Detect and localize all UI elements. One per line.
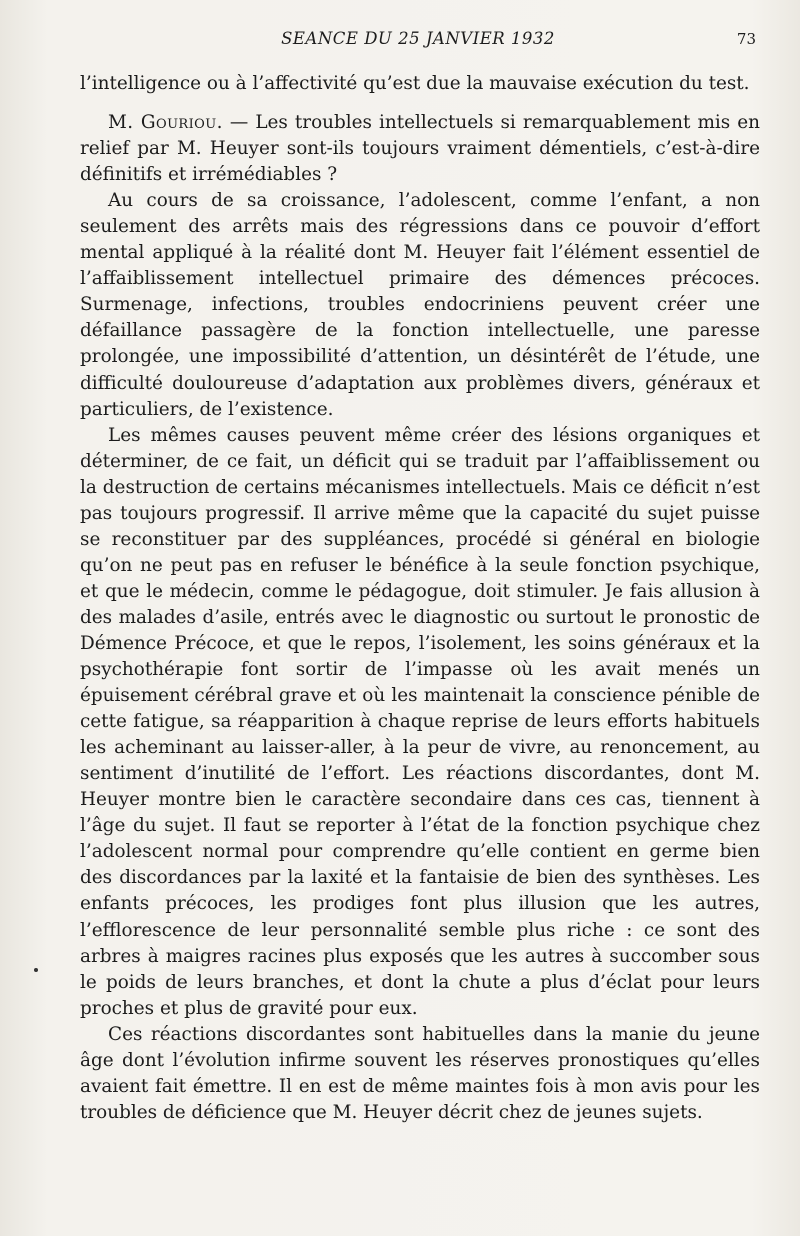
margin-dot — [34, 968, 38, 972]
paragraph-reactions: Ces réactions discordantes sont habituelles dans la manie du jeune âge dont l’évolution infirme souvent les réserves pronostiques qu’elles avaient fait émettre. Il en est de même maintes fois à mon avis pour les troubles de déficience que M. Heuyer décrit chez de jeunes sujets. — [80, 1023, 760, 1123]
speaker-name: M. Gouriou. — [108, 112, 223, 134]
running-title: SEANCE DU 25 JANVIER 1932 — [281, 29, 555, 48]
paragraph-gouriou — [80, 110, 760, 188]
speaker-text: — Les troubles intellectuels si remarquablement mis en relief par M. Heuyer sont-ils toujours vraiment démentiels, c’est-à-dire définitifs et irrémédiables ? — [80, 112, 760, 186]
page-number: 73 — [736, 30, 756, 48]
paragraph-adolescent: Au cours de sa croissance, l’adolescent, comme l’enfant, a non seulement des arrêts mais des régressions dans ce pouvoir d’effort mental appliqué à la réalité dont M. Heuyer fait l’élément essentiel de l’affaiblissement intellectuel primaire des démences précoces. Surmenage, infections, troubles endocriniens peuvent créer une défaillance passagère de la fonction intellectuelle, une paresse prolongée, une impossibilité d’attention, un désintérêt de l’étude, une difficulté douloureuse d’adaptation aux problèmes divers, généraux et particuliers, de l’existence. — [80, 190, 760, 420]
running-head — [80, 26, 756, 52]
body-text — [80, 71, 760, 1126]
paragraph-continuation: l’intelligence ou à l’affectivité qu’est due la mauvaise exécution du test. — [80, 73, 750, 94]
paragraph-memes-causes: Les mêmes causes peuvent même créer des lésions organiques et déterminer, de ce fait, un déficit qui se traduit par l’affaiblissement ou la destruction de certains mécanismes intellectuels. Mais ce déficit n’est pas toujours progressif. Il arrive même que la capacité du sujet puisse se reconstituer par des suppléances, procédé si général en biologie qu’on ne peut pas en refuser le bénéfice à la seule fonction psychique, et que le médecin, comme le pédagogue, doit stimuler. Je fais allusion à des malades d’asile, entrés avec le diagnostic ou surtout le pronostic de Démence Précoce, et que le repos, l’isolement, les soins généraux et la psychothérapie font sortir de l’impasse où les avait menés un épuisement cérébral grave et où les maintenait la conscience pénible de cette fatigue, sa réapparition à chaque reprise de leurs efforts habituels les acheminant au laisser-aller, à la peur de vivre, au renoncement, au sentiment d’inutilité de l’effort. Les réactions discordantes, dont M. Heuyer montre bien le caractère secondaire dans ces cas, tiennent à l’âge du sujet. Il faut se reporter à l’état de la fonction psychique chez l’adolescent normal pour comprendre qu’elle contient en germe bien des discordances par la laxité et la fantaisie de bien des synthèses. Les enfants précoces, les prodiges font plus illusion que les autres, l’efflorescence de leur personnalité semble plus riche : ce sont des arbres à maigres racines plus exposés que les autres à succomber sous le poids de leurs branches, et dont la chute a plus d’éclat pour leurs proches et plus de gravité pour eux. — [80, 424, 760, 1019]
